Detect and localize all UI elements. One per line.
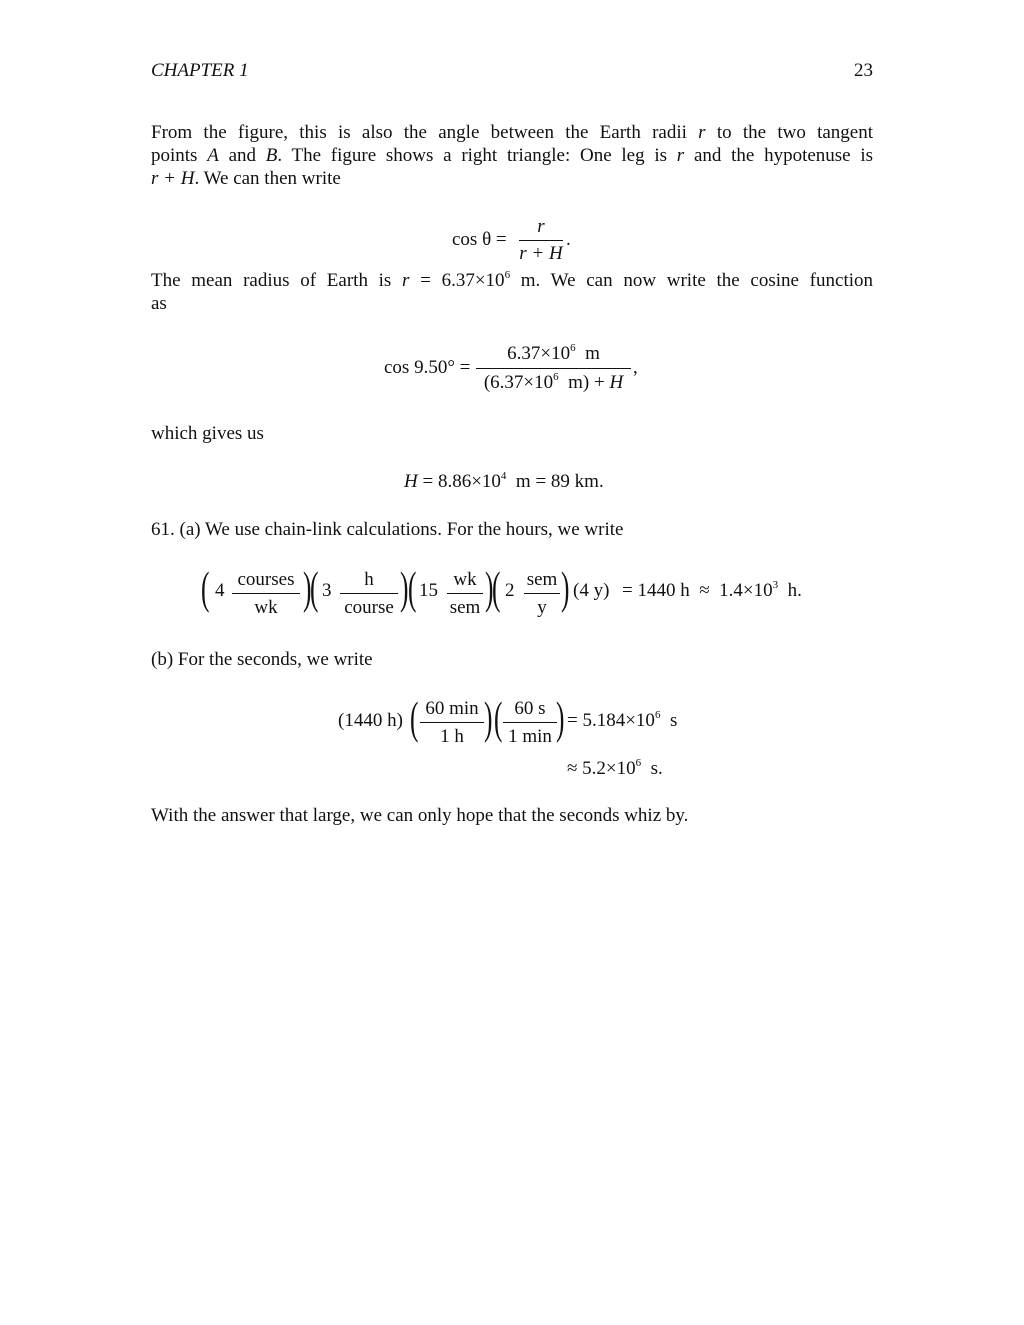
fraction-bar [340, 593, 398, 594]
fraction-bar [476, 368, 631, 369]
chapter-header: CHAPTER 1 [151, 60, 249, 81]
fraction-bar [420, 722, 484, 723]
paragraph-conclusion: With the answer that large, we can only hope that the seconds whiz by. [151, 805, 689, 826]
equation-H-result: $H = 8.86\times 10^4$ m = 89 km. [404, 470, 604, 492]
fraction-bar [232, 593, 300, 594]
paragraph-intro: From the figure, this is also the angle between the Earth radii r to the two tangent points A and B. The figure shows a right triangle: One leg is r and the hypotenuse is r + H. We can then write [151, 122, 874, 189]
paragraph-61b: (b) For the seconds, we write [151, 649, 373, 670]
fraction-bar [503, 722, 557, 723]
paragraph-61a: 61. (a) We use chain-link calculations. For the hours, we write [151, 519, 624, 540]
fraction-bar [519, 240, 563, 241]
paragraph-which-gives: which gives us [151, 423, 264, 444]
paragraph-mean-radius: The mean radius of Earth is $r = 6.37\times 10^6$ m. We can now write the cosine function as [151, 269, 873, 314]
fraction-bar [524, 593, 560, 594]
page-number: 23 [854, 60, 873, 81]
fraction-bar [447, 593, 483, 594]
